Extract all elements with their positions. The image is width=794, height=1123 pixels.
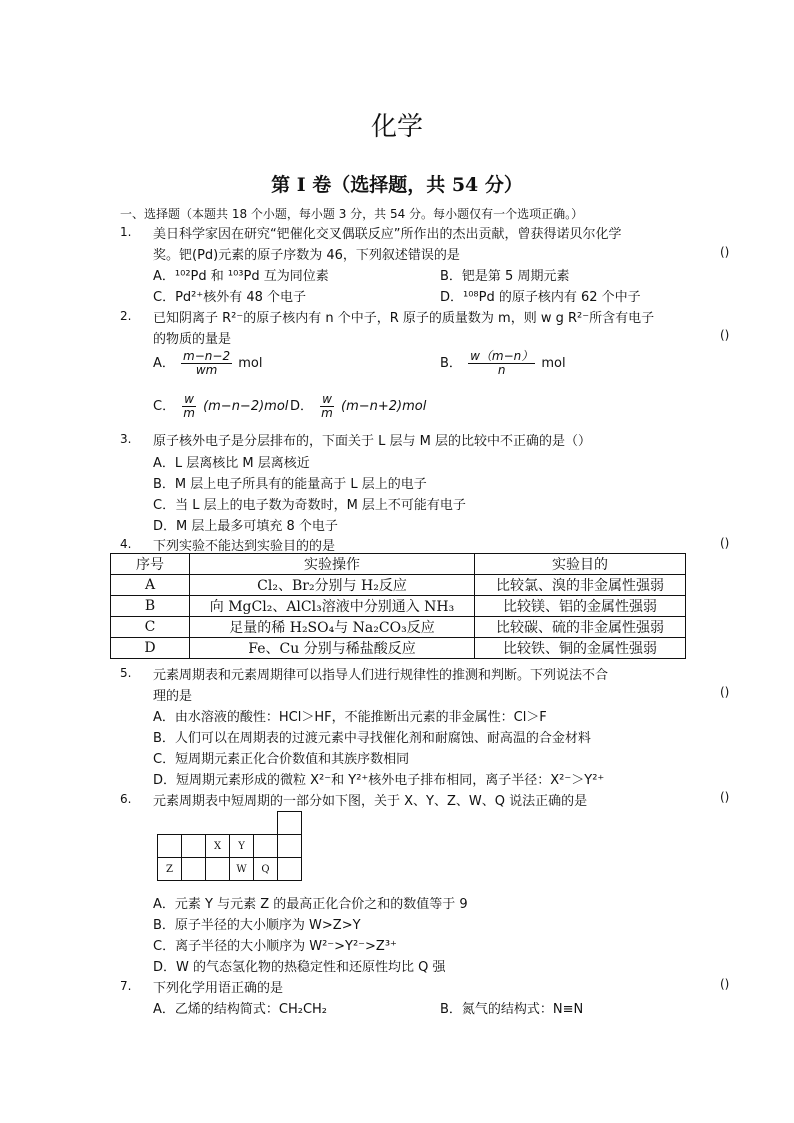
question-2-option-b	[440, 350, 566, 377]
question-3-stem: 原子核外电子是分层排布的，下面关于 L 层与 M 层的比较中不正确的是（）	[153, 434, 591, 449]
question-1-stem-line2: 奖。钯(Pd)元素的原子序数为 46，下列叙述错误的是	[153, 248, 460, 263]
question-3-option-c: C．当 L 层上的电子数为奇数时，M 层上不可能有电子	[153, 498, 466, 513]
table-cell: 比较氯、溴的非金属性强弱	[475, 575, 686, 596]
pt-cell-empty	[182, 858, 206, 881]
question-3-option-a: A．L 层离核比 M 层离核近	[153, 456, 310, 471]
question-3-option-d: D．M 层上最多可填充 8 个电子	[153, 519, 338, 534]
table-cell: D	[111, 638, 190, 659]
pt-cell-y: Y	[230, 835, 254, 858]
option-c-label: C．	[153, 399, 176, 415]
option-c-expression: (m−n−2)mol	[203, 399, 289, 415]
option-b-label: B．	[440, 356, 462, 372]
table-header-cell: 实验操作	[190, 554, 475, 575]
table-cell: 比较铁、铜的金属性强弱	[475, 638, 686, 659]
option-c-denominator: m	[183, 406, 195, 421]
question-6-option-c: C．离子半径的大小顺序为 W²⁻>Y²⁻>Z³⁺	[153, 939, 397, 954]
section-heading: 第 I 卷（选择题，共 54 分）	[271, 174, 523, 196]
question-2-option-a	[153, 350, 262, 377]
question-6-option-b: B．原子半径的大小顺序为 W>Z>Y	[153, 918, 361, 933]
option-d-label: D．	[290, 399, 314, 415]
table-header-row	[111, 554, 686, 575]
question-5-option-d: D．短周期元素形成的微粒 X²⁻和 Y²⁺核外电子排布相同，离子半径：X²⁻＞Y²⁺	[153, 773, 605, 788]
question-7-stem: 下列化学用语正确的是	[153, 981, 284, 996]
table-row	[111, 575, 686, 596]
pt-cell-empty	[206, 858, 230, 881]
question-3-option-b: B．M 层上电子所具有的能量高于 L 层上的电子	[153, 477, 427, 492]
table-row	[111, 596, 686, 617]
question-2-number: 2.	[120, 309, 132, 323]
question-5-number: 5.	[120, 666, 132, 680]
option-d-fraction	[319, 393, 335, 420]
page-title: 化学	[370, 112, 423, 142]
question-1-answer-paren: ()	[720, 245, 730, 259]
question-5-stem-line2: 理的是	[153, 689, 193, 704]
question-6-option-a: A．元素 Y 与元素 Z 的最高正化合价之和的数值等于 9	[153, 897, 468, 912]
question-7-number: 7.	[120, 979, 132, 993]
pt-cell-z: Z	[158, 858, 182, 881]
table-row	[111, 638, 686, 659]
option-d-numerator: w	[322, 392, 332, 406]
question-1-number: 1.	[120, 225, 132, 239]
table-cell: B	[111, 596, 190, 617]
question-2-stem-line1: 已知阴离子 R²⁻的原子核内有 n 个中子，R 原子的质量数为 m，则 w g R²⁻所含有电子	[153, 311, 655, 326]
table-header-cell: 序号	[111, 554, 190, 575]
question-4-answer-paren: ()	[720, 536, 730, 550]
option-b-unit: mol	[541, 356, 566, 372]
pt-cell-empty	[182, 835, 206, 858]
question-7-answer-paren: ()	[720, 977, 730, 991]
experiment-table	[110, 553, 686, 659]
question-5-stem-line1: 元素周期表和元素周期律可以指导人们进行规律性的推测和判断。下列说法不合	[153, 668, 609, 683]
periodic-table-fragment	[157, 811, 302, 881]
table-row	[111, 617, 686, 638]
option-b-fraction	[468, 350, 535, 377]
question-3-number: 3.	[120, 432, 132, 446]
question-6-option-d: D．W 的气态氢化物的热稳定性和还原性均比 Q 强	[153, 960, 446, 975]
question-2-stem-line2: 的物质的量是	[153, 332, 232, 347]
question-5-option-a: A．由水溶液的酸性：HCl＞HF，不能推断出元素的非金属性：Cl＞F	[153, 710, 547, 725]
table-cell: 向 MgCl₂、AlCl₃溶液中分别通入 NH₃	[190, 596, 475, 617]
option-a-denominator: wm	[195, 363, 218, 378]
option-a-fraction	[181, 350, 232, 377]
question-6-answer-paren: ()	[720, 790, 730, 804]
pt-cell-empty	[278, 835, 302, 858]
pt-cell-empty	[278, 812, 302, 835]
question-2-answer-paren: ()	[720, 328, 730, 342]
option-d-expression: (m−n+2)mol	[341, 399, 427, 415]
question-2-option-c	[153, 393, 288, 420]
table-cell: Fe、Cu 分别与稀盐酸反应	[190, 638, 475, 659]
table-cell: 比较镁、铝的金属性强弱	[475, 596, 686, 617]
question-1-option-c: C．Pd²⁺核外有 48 个电子	[153, 290, 307, 305]
table-cell: 比较碳、硫的非金属性强弱	[475, 617, 686, 638]
option-b-denominator: n	[497, 363, 506, 378]
option-a-label: A．	[153, 356, 175, 372]
question-1-option-b: B．钯是第 5 周期元素	[440, 269, 570, 284]
table-cell: A	[111, 575, 190, 596]
question-4-stem: 下列实验不能达到实验目的的是	[153, 539, 336, 554]
question-1-stem-line1: 美日科学家因在研究“钯催化交叉偶联反应”所作出的杰出贡献，曾获得诺贝尔化学	[153, 227, 622, 242]
option-c-numerator: w	[184, 392, 194, 406]
question-4-number: 4.	[120, 537, 132, 551]
question-7-option-a: A．乙烯的结构简式：CH₂CH₂	[153, 1002, 328, 1017]
pt-cell-empty	[278, 858, 302, 881]
option-a-unit: mol	[238, 356, 263, 372]
pt-cell-q: Q	[254, 858, 278, 881]
table-header-cell: 实验目的	[475, 554, 686, 575]
question-5-option-b: B．人们可以在周期表的过渡元素中寻找催化剂和耐腐蚀、耐高温的合金材料	[153, 731, 591, 746]
pt-cell-x: X	[206, 835, 230, 858]
question-7-option-b: B．氮气的结构式：N≡N	[440, 1002, 584, 1017]
table-cell: 足量的稀 H₂SO₄与 Na₂CO₃反应	[190, 617, 475, 638]
question-5-option-c: C．短周期元素正化合价数值和其族序数相同	[153, 752, 410, 767]
question-6-number: 6.	[120, 792, 132, 806]
table-cell: C	[111, 617, 190, 638]
question-6-stem: 元素周期表中短周期的一部分如下图，关于 X、Y、Z、W、Q 说法正确的是	[153, 794, 588, 809]
question-1-option-a: A．¹⁰²Pd 和 ¹⁰³Pd 互为同位素	[153, 269, 329, 284]
question-1-option-d: D．¹⁰⁸Pd 的原子核内有 62 个中子	[440, 290, 641, 305]
section-instructions: 一、选择题（本题共 18 个小题，每小题 3 分，共 54 分。每小题仅有一个选项正确。）	[120, 207, 584, 221]
option-d-denominator: m	[321, 406, 333, 421]
question-5-answer-paren: ()	[720, 685, 730, 699]
pt-cell-empty	[254, 835, 278, 858]
option-a-numerator: m−n−2	[183, 349, 231, 363]
option-b-numerator: w（m−n）	[470, 349, 534, 363]
option-c-fraction	[181, 393, 197, 420]
question-2-option-d	[290, 393, 426, 420]
pt-cell-w: W	[230, 858, 254, 881]
table-cell: Cl₂、Br₂分别与 H₂反应	[190, 575, 475, 596]
pt-cell-empty	[158, 835, 182, 858]
